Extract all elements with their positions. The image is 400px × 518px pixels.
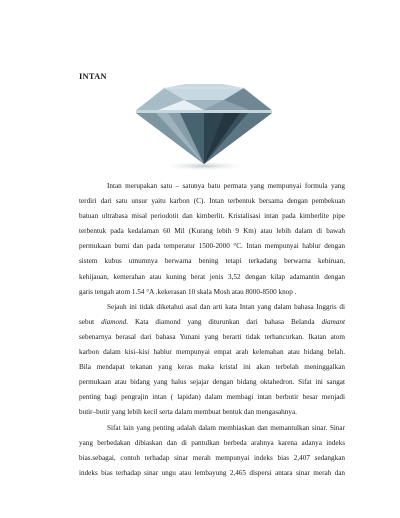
italic-word: diamond xyxy=(101,317,127,326)
text-line: Intan merupakan satu – satunya batu permata yang mempunyai formula yang xyxy=(107,182,345,190)
paragraph-2 xyxy=(79,300,345,421)
text-line: permukaan atau bidang yang halus sejajar dengan bidang oktahedron. Sifat ini sangat xyxy=(79,378,345,387)
diamond-icon xyxy=(128,82,280,172)
article-body xyxy=(79,179,345,481)
paragraph-1 xyxy=(79,179,345,300)
text-line: terbentuk pada kedalaman 60 Mil (Kurang lebih 9 Km) atau lebih dalam di bawah xyxy=(79,227,345,236)
text-line: terdiri dari satu unsur yaitu karbon (C). Intan terbentuk bersama dengan pembekuan xyxy=(79,197,345,206)
text-line-with-italics: sebut diamond. Kata diamond yang diturunkan dari bahasa Belanda diamant xyxy=(79,317,345,326)
text-line: butir–butir yang lebih kecil serta dalam membuat bentuk dan mengasahnya. xyxy=(79,408,297,417)
text-line: sebenarnya berasal dari bahasa Yunani yang berarti tidak terhancurkan. Ikatan atom xyxy=(79,332,345,341)
paragraph-3 xyxy=(79,421,345,481)
page-title: INTAN xyxy=(79,71,107,81)
text-line: garis tengah atom 1.54 °A .kekerasan 10 skala Mosh atau 8000-8500 knop . xyxy=(79,287,297,296)
text-line: kehijauan, kemerahan atau kuning berat jenis 3,52 dengan kilap adamantin dengan xyxy=(79,272,345,281)
text-line: sistem kubus umumnya berwarna bening tetapi terkadang berwarna kebiruan, xyxy=(79,257,345,266)
text-line: Sifat lain yang penting adalah dalam membiaskan dan memantulkan sinar. Sinar xyxy=(107,423,345,432)
text-line: Bila mendapat tekanan yang keras maka kristal ini akan terbelah meninggalkan xyxy=(79,363,345,372)
text-line: karbon dalam kisi–kisi hablur mempunyai empat arah kelemahan atau bidang belah. xyxy=(79,348,345,357)
text-line: indeks bias terhadap sinar ungu atau lembayung 2,465 dispersi antara sinar merah dan xyxy=(79,468,345,477)
text-line: bias.sebagai, contoh terhadap sinar merah mempunyai indeks bias 2,407 sedangkan xyxy=(79,453,345,462)
text-line: penting bagi pengrajin intan ( lapidan) dalam membagi intan berbutir besar menjadi xyxy=(79,393,345,402)
text-line: Sejauh ini tidak diketahui asal dan arti kata Intan yang dalam bahasa Inggris di xyxy=(107,302,345,311)
italic-word: diamant xyxy=(321,317,345,326)
text-line: permukaan bumi dan pada temperatur 1500-2000 °C. Intan mempunyai hablur dengan xyxy=(79,242,345,251)
text-line: batuan ultrabasa misal periodotit dan kimberlit. Kristalisasi intan pada kimberlite pipe xyxy=(79,212,345,221)
text-line: yang berbedakan dibiaskan dan di pantulkan berbeda arahnya karena adanya indeks xyxy=(79,438,345,447)
